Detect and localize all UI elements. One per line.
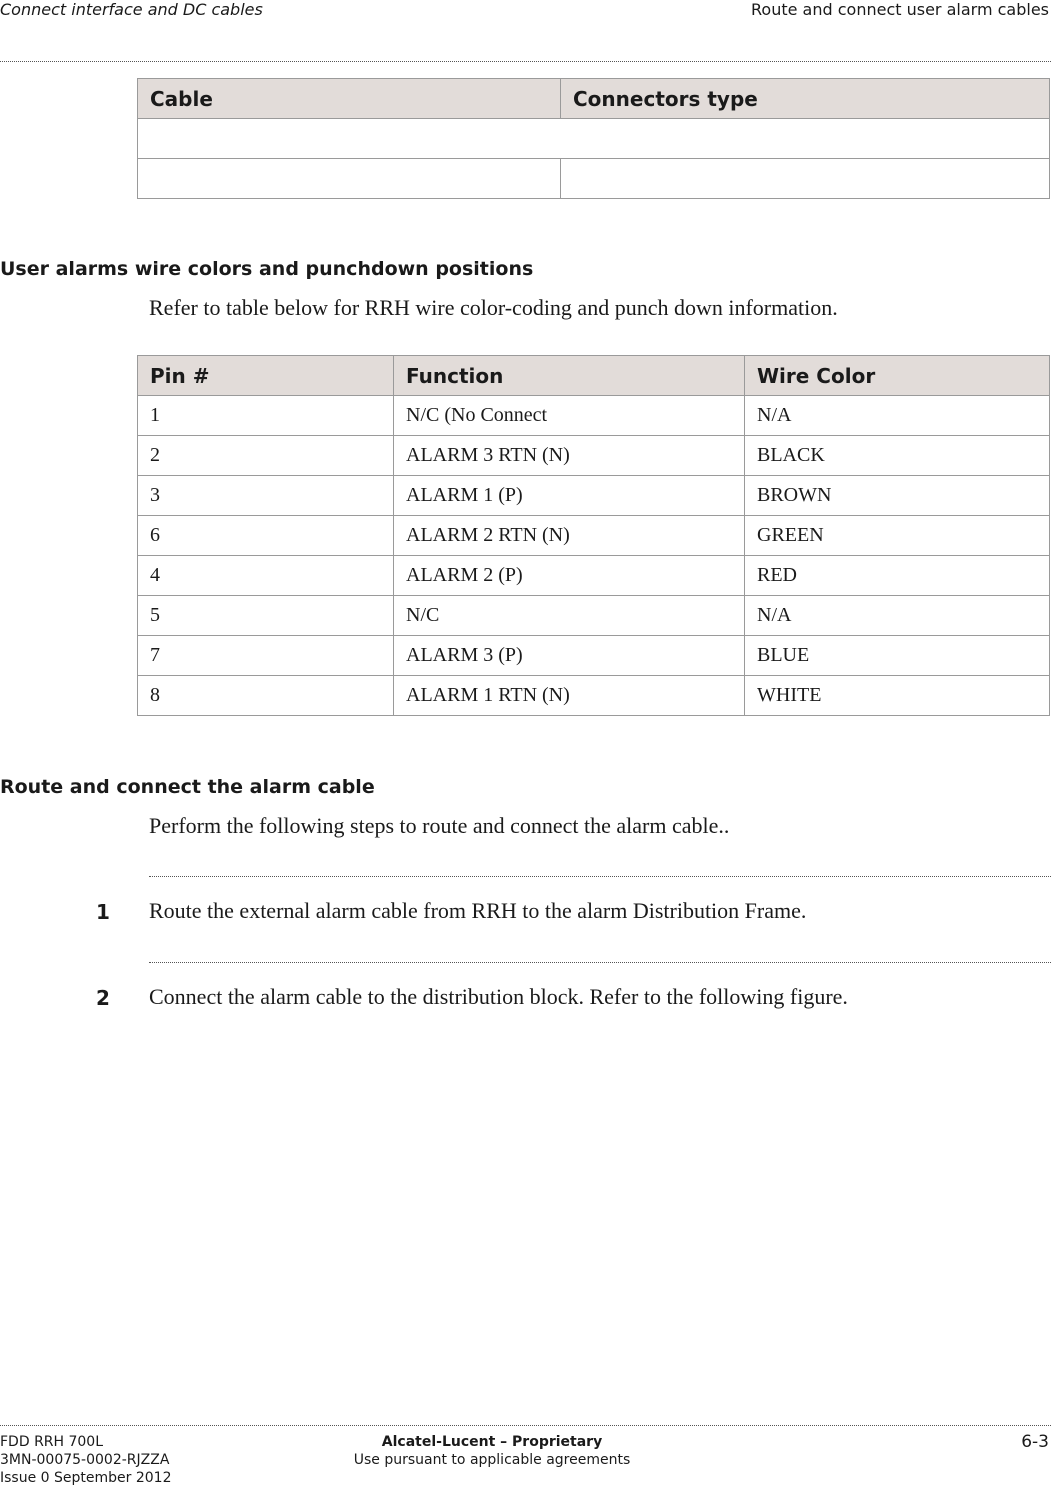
function-cell: ALARM 1 (P) bbox=[394, 476, 745, 516]
pin-cell: 5 bbox=[138, 596, 394, 636]
wire-color-cell: BROWN bbox=[745, 476, 1050, 516]
header-section-title: Route and connect user alarm cables bbox=[751, 0, 1049, 19]
footer-usage: Use pursuant to applicable agreements bbox=[353, 1452, 631, 1468]
header-divider bbox=[0, 61, 1051, 62]
wire-color-cell: RED bbox=[745, 556, 1050, 596]
table-row bbox=[138, 159, 1050, 199]
footer-issue: Issue 0 September 2012 bbox=[0, 1470, 172, 1486]
step-number: 2 bbox=[96, 986, 110, 1010]
table-header-row bbox=[138, 79, 1050, 119]
footer-proprietary bbox=[354, 1433, 630, 1469]
footer-doc-number: 3MN-00075-0002-RJZZA bbox=[0, 1452, 170, 1468]
pin-cell: 2 bbox=[138, 436, 394, 476]
step-text: Route the external alarm cable from RRH to the alarm Distribution Frame. bbox=[149, 898, 807, 923]
footer-document-info bbox=[0, 1433, 171, 1487]
running-header bbox=[0, 0, 1051, 24]
table-cell-empty bbox=[138, 159, 561, 199]
function-cell: N/C bbox=[394, 596, 745, 636]
pin-cell: 7 bbox=[138, 636, 394, 676]
section-heading-wire-colors: User alarms wire colors and punchdown positions bbox=[0, 258, 534, 280]
table-header-row bbox=[138, 356, 1050, 396]
header-chapter-title: Connect interface and DC cables bbox=[0, 0, 263, 19]
table-row bbox=[138, 119, 1050, 159]
table-cell-empty bbox=[561, 159, 1050, 199]
table-cell-empty bbox=[138, 119, 1050, 159]
column-header-function: Function bbox=[394, 356, 745, 396]
footer-divider bbox=[0, 1425, 1051, 1426]
wire-color-cell: BLACK bbox=[745, 436, 1050, 476]
page-number: 6-3 bbox=[1021, 1432, 1049, 1452]
column-header: Connectors type bbox=[561, 79, 1050, 119]
pin-cell: 8 bbox=[138, 676, 394, 716]
column-header-pin: Pin # bbox=[138, 356, 394, 396]
wire-color-cell: WHITE bbox=[745, 676, 1050, 716]
pin-cell: 1 bbox=[138, 396, 394, 436]
function-cell: ALARM 1 RTN (N) bbox=[394, 676, 745, 716]
column-header: Cable bbox=[138, 79, 561, 119]
table-row bbox=[138, 636, 1050, 676]
pin-cell: 3 bbox=[138, 476, 394, 516]
function-cell: ALARM 2 RTN (N) bbox=[394, 516, 745, 556]
wire-color-cell: GREEN bbox=[745, 516, 1050, 556]
route-intro: Perform the following steps to route and connect the alarm cable.. bbox=[149, 813, 730, 838]
pin-wire-color-table bbox=[137, 355, 1050, 716]
cable-connectors-table bbox=[137, 78, 1050, 199]
wire-color-cell: N/A bbox=[745, 596, 1050, 636]
wire-color-cell: N/A bbox=[745, 396, 1050, 436]
step-text: Connect the alarm cable to the distribution block. Refer to the following figure. bbox=[149, 984, 848, 1009]
pin-cell: 6 bbox=[138, 516, 394, 556]
table-row bbox=[138, 556, 1050, 596]
section-heading-route: Route and connect the alarm cable bbox=[0, 776, 375, 798]
table-row bbox=[138, 476, 1050, 516]
step-number: 1 bbox=[96, 900, 110, 924]
function-cell: N/C (No Connect bbox=[394, 396, 745, 436]
function-cell: ALARM 2 (P) bbox=[394, 556, 745, 596]
function-cell: ALARM 3 (P) bbox=[394, 636, 745, 676]
table-row bbox=[138, 596, 1050, 636]
wire-color-cell: BLUE bbox=[745, 636, 1050, 676]
step-divider bbox=[149, 876, 1051, 877]
table-row bbox=[138, 436, 1050, 476]
function-cell: ALARM 3 RTN (N) bbox=[394, 436, 745, 476]
step-divider bbox=[149, 962, 1051, 963]
footer-product: FDD RRH 700L bbox=[0, 1434, 104, 1450]
column-header-wire-color: Wire Color bbox=[745, 356, 1050, 396]
table-row bbox=[138, 676, 1050, 716]
wire-colors-intro: Refer to table below for RRH wire color-coding and punch down information. bbox=[149, 295, 838, 320]
table-row bbox=[138, 516, 1050, 556]
footer-company: Alcatel-Lucent – Proprietary bbox=[381, 1434, 603, 1450]
table-row bbox=[138, 396, 1050, 436]
pin-cell: 4 bbox=[138, 556, 394, 596]
